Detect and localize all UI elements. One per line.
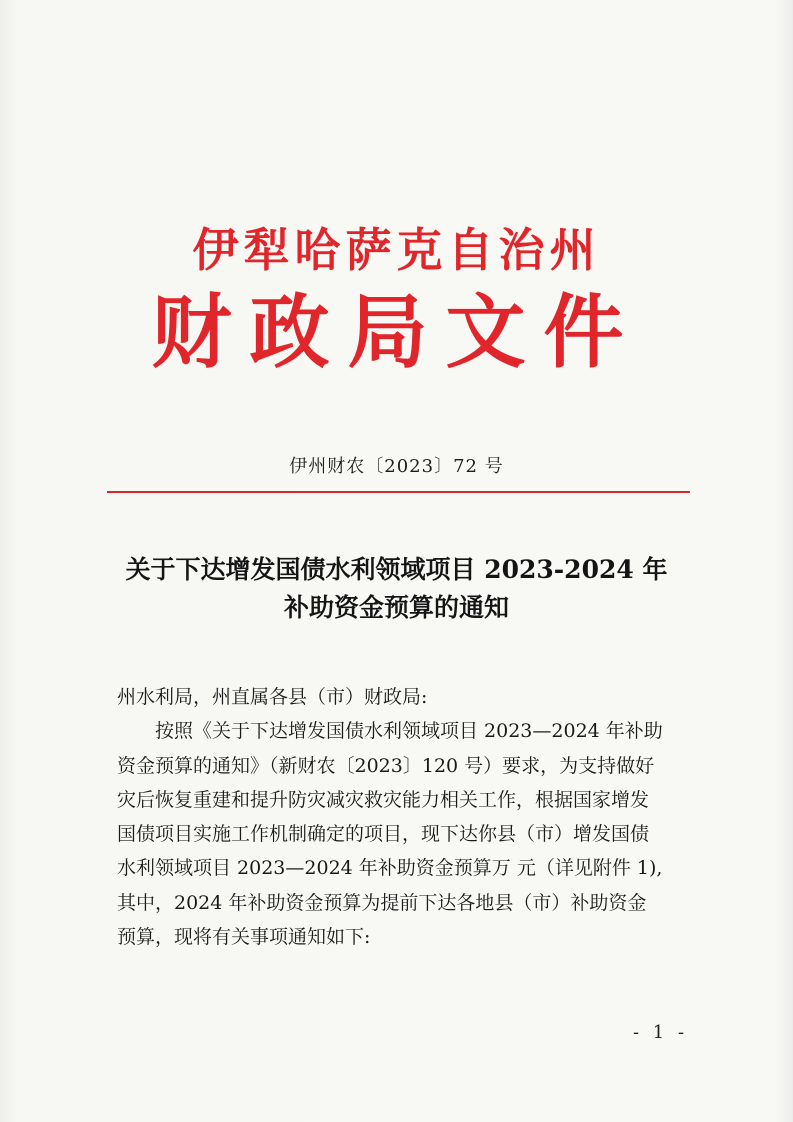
- body-line-3: 灾后恢复重建和提升防灾减灾救灾能力相关工作，根据国家增发: [117, 788, 650, 811]
- body-line-5: 水利领域项目 2023—2024 年补助资金预算万 元（详见附件 1),: [117, 857, 663, 880]
- body-line-7: 预算，现将有关事项通知如下:: [117, 926, 371, 949]
- body-line-6: 其中，2024 年补助资金预算为提前下达各地县（市）补助资金: [117, 891, 647, 914]
- document-header-title: 财政局文件: [151, 285, 642, 379]
- page-number: - 1 -: [633, 1022, 689, 1043]
- notice-title-line-1: 关于下达增发国债水利领域项目 2023-2024 年: [125, 555, 668, 584]
- red-divider-line: [107, 491, 690, 493]
- notice-title: [100, 551, 693, 627]
- salutation: 州水利局，州直属各县（市）财政局:: [117, 686, 428, 708]
- body-line-2: 资金预算的通知》（新财农〔2023〕120 号）要求，为支持做好: [117, 754, 655, 777]
- notice-body: [117, 680, 682, 954]
- notice-title-line-2: 补助资金预算的通知: [283, 593, 509, 622]
- body-line-4: 国债项目实施工作机制确定的项目，现下达你县（市）增发国债: [117, 823, 650, 846]
- issuer-name: 伊犁哈萨克自治州: [192, 223, 601, 277]
- body-line-1: 按照《关于下达增发国债水利领域项目 2023—2024 年补助: [155, 720, 663, 743]
- document-number: 伊州财农〔2023〕72 号: [289, 456, 504, 477]
